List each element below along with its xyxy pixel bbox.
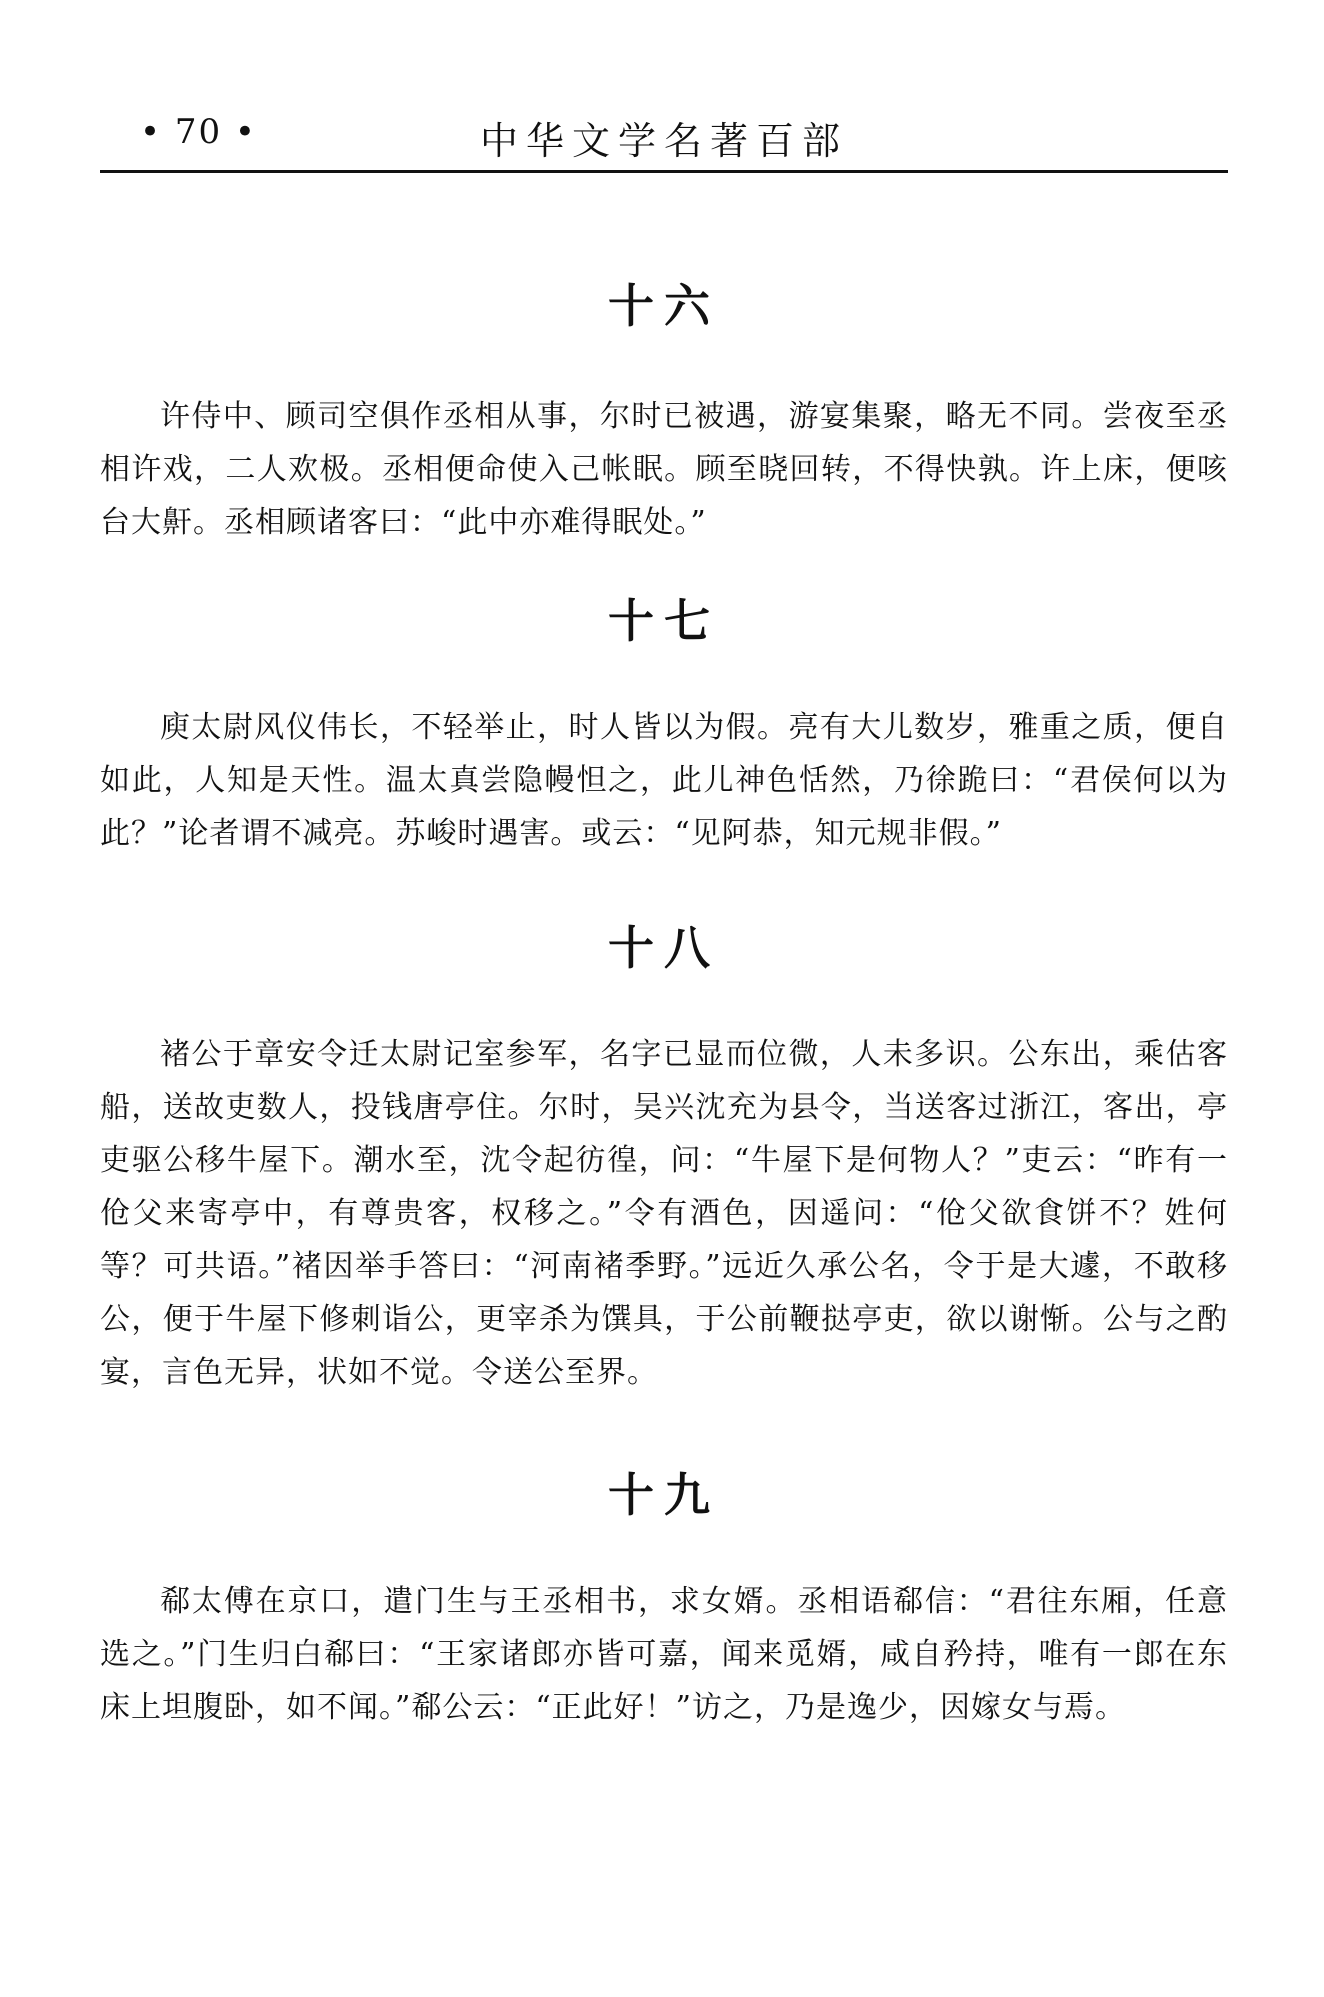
section-heading: 十六 bbox=[608, 279, 720, 333]
section-17 bbox=[100, 589, 1228, 860]
section-16 bbox=[100, 274, 1228, 549]
section-heading: 十七 bbox=[608, 594, 720, 648]
page-body bbox=[100, 250, 1228, 1734]
header-rule bbox=[100, 170, 1228, 173]
page-header bbox=[100, 108, 1228, 172]
section-heading: 十八 bbox=[608, 921, 720, 975]
section-paragraph: 褚公于章安令迁太尉记室参军，名字已显而位微，人未多识。公东出，乘估客船，送故吏数人，投钱唐亭住。尔时，吴兴沈充为县令，当送客过浙江，客出，亭吏驱公移牛屋下。潮水至，沈令起彷徨，问：“牛屋下是何物人？”吏云：“昨有一伧父来寄亭中，有尊贵客，权移之。”令有酒色，因遥问：“伧父欲食饼不？姓何等？可共语。”褚因举手答曰：“河南褚季野。”远近久承公名，令于是大遽，不敢移公，便于牛屋下修刺诣公，更宰杀为馔具，于公前鞭挞亭吏，欲以谢惭。公与之酌宴，言色无异，状如不觉。令送公至界。 bbox=[100, 1037, 1228, 1390]
section-paragraph: 许侍中、顾司空俱作丞相从事，尔时已被遇，游宴集聚，略无不同。尝夜至丞相许戏，二人欢极。丞相便命使入己帐眠。顾至晓回转，不得快孰。许上床，便咳台大鼾。丞相顾诸客曰：“此中亦难得眠处。” bbox=[100, 399, 1228, 540]
section-paragraph: 庾太尉风仪伟长，不轻举止，时人皆以为假。亮有大儿数岁，雅重之质，便自如此，人知是天性。温太真尝隐幔怛之，此儿神色恬然，乃徐跪曰：“君侯何以为此？”论者谓不减亮。苏峻时遇害。或云：“见阿恭，知元规非假。” bbox=[100, 710, 1228, 851]
section-heading: 十九 bbox=[608, 1468, 720, 1522]
book-title: 中华文学名著百部 bbox=[479, 119, 848, 163]
section-18 bbox=[100, 916, 1228, 1399]
page-number: • 70 • bbox=[140, 112, 257, 152]
section-paragraph: 郗太傅在京口，遣门生与王丞相书，求女婿。丞相语郗信：“君往东厢，任意选之。”门生归白郗曰：“王家诸郎亦皆可嘉，闻来觅婿，咸自矜持，唯有一郎在东床上坦腹卧，如不闻。”郗公云：“正此好！”访之，乃是逸少，因嫁女与焉。 bbox=[100, 1584, 1228, 1725]
section-19 bbox=[100, 1463, 1228, 1734]
